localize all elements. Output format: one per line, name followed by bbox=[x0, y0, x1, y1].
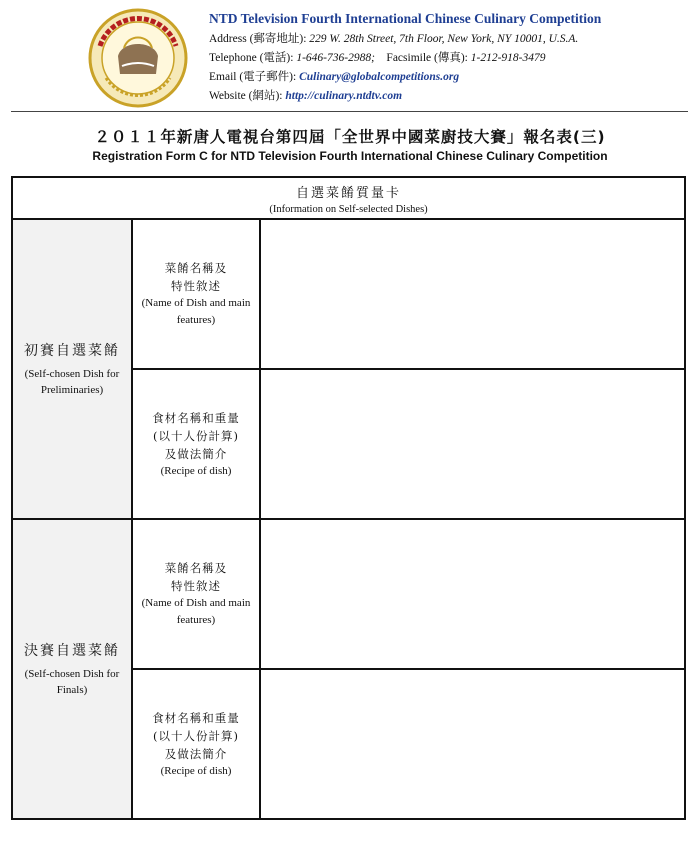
field-label-chinese: 食材名稱和重量 bbox=[152, 410, 240, 425]
field-label-chinese: 及做法簡介 bbox=[164, 746, 228, 761]
field-label-chinese: 菜餚名稱及 bbox=[164, 561, 228, 575]
field-label-recipe bbox=[132, 669, 260, 819]
finals-dish-name-field[interactable] bbox=[260, 519, 685, 669]
preliminary-dish-name-field[interactable] bbox=[260, 219, 685, 369]
fax-label: Facsimile (傳真): bbox=[386, 52, 471, 64]
telephone-label: Telephone (電話): bbox=[209, 52, 297, 64]
field-label-chinese: 及做法簡介 bbox=[164, 446, 228, 461]
dish-information-table bbox=[11, 176, 686, 820]
competition-logo bbox=[88, 8, 188, 108]
field-label-dish-name bbox=[132, 219, 260, 369]
telephone-line bbox=[209, 49, 689, 68]
website-link[interactable]: http://culinary.ntdtv.com bbox=[285, 90, 403, 102]
field-label-chinese: (以十人份計算) bbox=[153, 428, 239, 443]
email-link[interactable]: Culinary@globalcompetitions.org bbox=[299, 71, 460, 83]
field-label-chinese: 特性敘述 bbox=[171, 279, 221, 293]
table-caption-english: (Information on Self-selected Dishes) bbox=[269, 203, 428, 215]
table-row bbox=[12, 219, 685, 369]
finals-recipe-field[interactable] bbox=[260, 669, 685, 819]
field-label-chinese: 特性敘述 bbox=[171, 579, 221, 593]
organization-name: NTD Television Fourth International Chinese Culinary Competition bbox=[209, 11, 602, 26]
field-label-english: (Name of Dish and main features) bbox=[141, 597, 251, 626]
field-label-english: (Recipe of dish) bbox=[160, 464, 232, 477]
telephone-value: 1-646-736-2988; bbox=[296, 52, 375, 64]
group-label-chinese: 決賽自選菜餚 bbox=[24, 643, 120, 659]
table-caption-cell bbox=[12, 177, 685, 219]
field-label-dish-name bbox=[132, 519, 260, 669]
field-label-chinese: 菜餚名稱及 bbox=[164, 261, 228, 275]
field-label-chinese: (以十人份計算) bbox=[153, 728, 239, 743]
table-row bbox=[12, 519, 685, 669]
preliminary-recipe-field[interactable] bbox=[260, 369, 685, 519]
letterhead bbox=[209, 10, 689, 106]
website-line bbox=[209, 87, 689, 106]
table-caption-row bbox=[12, 177, 685, 219]
group-label-english: (Self-chosen Dish for Finals) bbox=[24, 668, 120, 696]
address-line bbox=[209, 30, 689, 49]
address-label: Address (郵寄地址): bbox=[209, 33, 310, 45]
field-label-chinese: 食材名稱和重量 bbox=[152, 710, 240, 725]
email-label: Email (電子郵件): bbox=[209, 71, 300, 83]
form-title-english: Registration Form C for NTD Television Fourth International Chinese Culinary Competition bbox=[92, 149, 608, 163]
fax-value: 1-212-918-3479 bbox=[470, 52, 546, 64]
website-label: Website (網站): bbox=[209, 90, 286, 102]
preliminaries-group-label bbox=[12, 219, 132, 519]
field-label-english: (Name of Dish and main features) bbox=[141, 297, 251, 326]
field-label-english: (Recipe of dish) bbox=[160, 764, 232, 777]
finals-group-label bbox=[12, 519, 132, 819]
email-line bbox=[209, 68, 689, 87]
form-title-chinese: ２０１１年新唐人電視台第四屆「全世界中國菜廚技大賽」報名表(三) bbox=[94, 128, 606, 146]
address-value: 229 W. 28th Street, 7th Floor, New York, NY 10001, U.S.A. bbox=[309, 33, 579, 45]
logo-emblem-icon bbox=[88, 8, 188, 108]
field-label-recipe bbox=[132, 369, 260, 519]
group-label-chinese: 初賽自選菜餚 bbox=[24, 343, 120, 359]
header-divider bbox=[11, 111, 688, 112]
group-label-english: (Self-chosen Dish for Preliminaries) bbox=[24, 368, 120, 396]
table-caption-chinese: 自選菜餚質量卡 bbox=[295, 185, 401, 201]
